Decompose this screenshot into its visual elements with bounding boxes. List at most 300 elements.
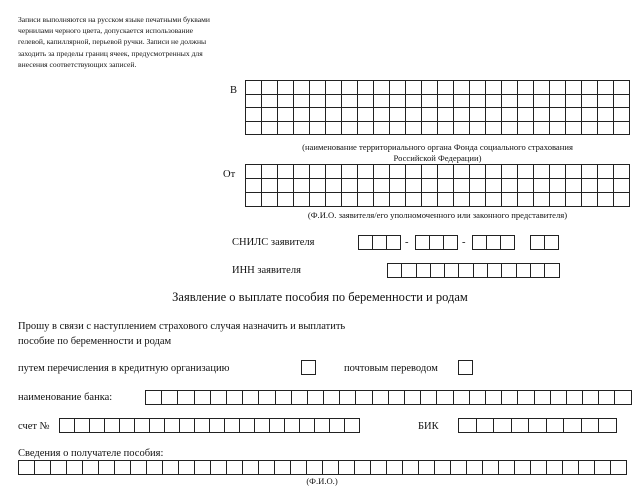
postal-checkbox[interactable] xyxy=(458,360,473,375)
credit-org-checkbox[interactable] xyxy=(301,360,316,375)
recipient-cell[interactable] xyxy=(275,461,291,475)
bank-name-cell[interactable] xyxy=(389,391,405,405)
from-applicant-cell[interactable] xyxy=(598,193,614,207)
from-applicant-cell[interactable] xyxy=(550,165,566,179)
credit-org-label: путем перечисления в кредитную организацию xyxy=(18,363,230,374)
recipient-cell[interactable] xyxy=(563,461,579,475)
to-authority-cell[interactable] xyxy=(438,95,454,109)
to-authority-cell[interactable] xyxy=(454,81,470,95)
to-authority-cell[interactable] xyxy=(614,81,630,95)
to-authority-cell[interactable] xyxy=(486,81,502,95)
to-authority-cell[interactable] xyxy=(342,95,358,109)
from-applicant-cell[interactable] xyxy=(374,193,390,207)
to-authority-cell[interactable] xyxy=(486,122,502,136)
bank-name-cell[interactable] xyxy=(373,391,389,405)
from-applicant-cell[interactable] xyxy=(262,179,278,193)
from-applicant-cell[interactable] xyxy=(550,179,566,193)
from-applicant-cell[interactable] xyxy=(326,193,342,207)
from-applicant-cell[interactable] xyxy=(294,165,310,179)
recipient-cell[interactable] xyxy=(339,461,355,475)
from-applicant-cell[interactable] xyxy=(486,165,502,179)
to-authority-cell[interactable] xyxy=(342,81,358,95)
bank-name-cell[interactable] xyxy=(567,391,583,405)
to-authority-cell[interactable] xyxy=(454,122,470,136)
bik-cell[interactable] xyxy=(512,419,530,433)
from-applicant-cell[interactable] xyxy=(438,165,454,179)
from-applicant-cell[interactable] xyxy=(502,179,518,193)
recipient-cell[interactable] xyxy=(35,461,51,475)
to-authority-cell[interactable] xyxy=(582,122,598,136)
bank-name-cell[interactable] xyxy=(421,391,437,405)
to-authority-cell[interactable] xyxy=(406,95,422,109)
to-authority-cell[interactable] xyxy=(550,122,566,136)
to-authority-cell[interactable] xyxy=(326,108,342,122)
from-applicant-cell[interactable] xyxy=(342,179,358,193)
from-applicant-cell[interactable] xyxy=(502,193,518,207)
to-authority-cell[interactable] xyxy=(598,122,614,136)
to-authority-cell[interactable] xyxy=(374,81,390,95)
from-applicant-cell[interactable] xyxy=(566,193,582,207)
account-cell[interactable] xyxy=(195,419,210,433)
from-applicant-cell[interactable] xyxy=(390,193,406,207)
to-authority-cell[interactable] xyxy=(246,95,262,109)
from-applicant-cell[interactable] xyxy=(342,193,358,207)
inn-cell[interactable] xyxy=(445,264,459,278)
to-authority-cell[interactable] xyxy=(422,108,438,122)
account-cell[interactable] xyxy=(105,419,120,433)
to-authority-cell[interactable] xyxy=(262,122,278,136)
from-applicant-cell[interactable] xyxy=(422,179,438,193)
to-authority-cell[interactable] xyxy=(294,95,310,109)
to-authority-cell[interactable] xyxy=(566,108,582,122)
to-authority-cell[interactable] xyxy=(614,122,630,136)
to-authority-cell[interactable] xyxy=(294,108,310,122)
account-cell[interactable] xyxy=(225,419,240,433)
from-applicant-cell[interactable] xyxy=(406,165,422,179)
recipient-cell[interactable] xyxy=(195,461,211,475)
snils-cell[interactable] xyxy=(416,236,430,250)
to-authority-cell[interactable] xyxy=(470,95,486,109)
recipient-cell[interactable] xyxy=(515,461,531,475)
from-applicant-cell[interactable] xyxy=(614,165,630,179)
from-applicant-cell[interactable] xyxy=(438,179,454,193)
to-authority-cell[interactable] xyxy=(246,122,262,136)
to-authority-cell[interactable] xyxy=(534,108,550,122)
to-authority-cell[interactable] xyxy=(566,122,582,136)
account-cell[interactable] xyxy=(60,419,75,433)
to-authority-cell[interactable] xyxy=(598,95,614,109)
from-applicant-cell[interactable] xyxy=(486,193,502,207)
from-applicant-cell[interactable] xyxy=(278,193,294,207)
from-applicant-cell[interactable] xyxy=(550,193,566,207)
snils-group-1 xyxy=(358,235,401,250)
from-applicant-cell[interactable] xyxy=(310,193,326,207)
to-authority-cell[interactable] xyxy=(470,108,486,122)
recipient-cell[interactable] xyxy=(595,461,611,475)
to-authority-cell[interactable] xyxy=(358,95,374,109)
account-cell[interactable] xyxy=(150,419,165,433)
bank-name-cell[interactable] xyxy=(437,391,453,405)
from-applicant-cell[interactable] xyxy=(486,179,502,193)
to-authority-cell[interactable] xyxy=(598,81,614,95)
from-applicant-cell[interactable] xyxy=(566,165,582,179)
recipient-cell[interactable] xyxy=(355,461,371,475)
to-authority-cell[interactable] xyxy=(358,108,374,122)
to-authority-cell[interactable] xyxy=(614,95,630,109)
from-applicant-cell[interactable] xyxy=(278,165,294,179)
to-authority-cell[interactable] xyxy=(502,108,518,122)
recipient-cell[interactable] xyxy=(51,461,67,475)
bik-cell[interactable] xyxy=(547,419,565,433)
to-authority-cell[interactable] xyxy=(454,108,470,122)
from-applicant-cell[interactable] xyxy=(454,179,470,193)
bik-cell[interactable] xyxy=(599,419,617,433)
to-authority-cell[interactable] xyxy=(422,95,438,109)
to-authority-cell[interactable] xyxy=(374,122,390,136)
bank-name-cell[interactable] xyxy=(276,391,292,405)
to-authority-cell[interactable] xyxy=(406,122,422,136)
bank-name-cell[interactable] xyxy=(470,391,486,405)
recipient-cell[interactable] xyxy=(19,461,35,475)
account-cell[interactable] xyxy=(270,419,285,433)
account-cell[interactable] xyxy=(135,419,150,433)
bank-name-cell[interactable] xyxy=(583,391,599,405)
to-authority-cell[interactable] xyxy=(310,81,326,95)
recipient-cell[interactable] xyxy=(611,461,627,475)
recipient-cell[interactable] xyxy=(531,461,547,475)
from-applicant-cell[interactable] xyxy=(518,165,534,179)
from-applicant-cell[interactable] xyxy=(310,179,326,193)
to-authority-cell[interactable] xyxy=(470,122,486,136)
to-authority-cell[interactable] xyxy=(246,108,262,122)
from-applicant-cell[interactable] xyxy=(502,165,518,179)
snils-dash-2: - xyxy=(462,237,466,248)
instructions-note: Записи выполняются на русском языке печатными буквами чернилами черного цвета, допускается использование гелевой, капиллярной, перьевой ручки. Записи не должны заходить за пределы границ ячеек, предусмотренных для внесения соответствующих записей. xyxy=(18,15,210,69)
account-cell[interactable] xyxy=(285,419,300,433)
to-authority-cell[interactable] xyxy=(550,95,566,109)
to-authority-cell[interactable] xyxy=(390,95,406,109)
recipient-cell[interactable] xyxy=(547,461,563,475)
to-authority-cell[interactable] xyxy=(566,81,582,95)
to-authority-cell[interactable] xyxy=(374,108,390,122)
account-cell[interactable] xyxy=(90,419,105,433)
to-authority-cell[interactable] xyxy=(518,108,534,122)
inn-label: ИНН заявителя xyxy=(232,265,301,276)
to-authority-cell[interactable] xyxy=(518,122,534,136)
to-authority-cell[interactable] xyxy=(502,95,518,109)
from-applicant-cell[interactable] xyxy=(518,179,534,193)
account-cell[interactable] xyxy=(345,419,360,433)
recipient-cell[interactable] xyxy=(227,461,243,475)
to-authority-cell[interactable] xyxy=(534,122,550,136)
account-cell[interactable] xyxy=(300,419,315,433)
recipient-cell[interactable] xyxy=(403,461,419,475)
from-applicant-cell[interactable] xyxy=(358,165,374,179)
from-applicant-cell[interactable] xyxy=(326,179,342,193)
bank-name-cell[interactable] xyxy=(502,391,518,405)
from-applicant-cell[interactable] xyxy=(358,193,374,207)
to-authority-cell[interactable] xyxy=(566,95,582,109)
to-authority-cell[interactable] xyxy=(518,81,534,95)
to-authority-cell[interactable] xyxy=(326,95,342,109)
from-applicant-cell[interactable] xyxy=(614,179,630,193)
bik-cell[interactable] xyxy=(494,419,512,433)
bank-name-cell[interactable] xyxy=(535,391,551,405)
bank-name-cell[interactable] xyxy=(340,391,356,405)
bank-name-cell[interactable] xyxy=(162,391,178,405)
recipient-cell[interactable] xyxy=(291,461,307,475)
recipient-cell[interactable] xyxy=(499,461,515,475)
to-authority-cell[interactable] xyxy=(246,81,262,95)
from-applicant-cell[interactable] xyxy=(390,165,406,179)
document-title: Заявление о выплате пособия по беременности и родам xyxy=(172,290,468,304)
bank-name-cell[interactable] xyxy=(518,391,534,405)
to-authority-cell[interactable] xyxy=(534,81,550,95)
to-authority-cell[interactable] xyxy=(358,122,374,136)
to-authority-cell[interactable] xyxy=(614,108,630,122)
from-applicant-cell[interactable] xyxy=(470,179,486,193)
from-applicant-cell[interactable] xyxy=(534,193,550,207)
snils-cell[interactable] xyxy=(501,236,515,250)
snils-cell[interactable] xyxy=(359,236,373,250)
recipient-cell[interactable] xyxy=(323,461,339,475)
inn-cell[interactable] xyxy=(488,264,502,278)
to-authority-cell[interactable] xyxy=(582,95,598,109)
to-authority-cell[interactable] xyxy=(278,95,294,109)
recipient-cell[interactable] xyxy=(451,461,467,475)
bank-name-cell[interactable] xyxy=(486,391,502,405)
to-authority-cell[interactable] xyxy=(502,81,518,95)
inn-cell[interactable] xyxy=(402,264,416,278)
inn-cell[interactable] xyxy=(474,264,488,278)
account-cell[interactable] xyxy=(180,419,195,433)
recipient-cell[interactable] xyxy=(259,461,275,475)
inn-cell[interactable] xyxy=(502,264,516,278)
snils-cell[interactable] xyxy=(387,236,401,250)
from-applicant-cell[interactable] xyxy=(406,179,422,193)
from-applicant-cell[interactable] xyxy=(566,179,582,193)
to-authority-cell[interactable] xyxy=(262,81,278,95)
recipient-cell[interactable] xyxy=(67,461,83,475)
inn-cell[interactable] xyxy=(545,264,559,278)
from-applicant-cell[interactable] xyxy=(534,165,550,179)
to-authority-cell[interactable] xyxy=(486,108,502,122)
to-authority-cell[interactable] xyxy=(422,122,438,136)
recipient-cell[interactable] xyxy=(371,461,387,475)
bik-cell[interactable] xyxy=(529,419,547,433)
recipient-cell[interactable] xyxy=(387,461,403,475)
from-applicant-cell[interactable] xyxy=(246,193,262,207)
bank-name-cell[interactable] xyxy=(599,391,615,405)
bank-name-cell[interactable] xyxy=(292,391,308,405)
recipient-cell[interactable] xyxy=(115,461,131,475)
to-authority-cell[interactable] xyxy=(518,95,534,109)
bank-name-cell[interactable] xyxy=(243,391,259,405)
to-authority-cell[interactable] xyxy=(390,108,406,122)
account-cell[interactable] xyxy=(255,419,270,433)
bik-cell[interactable] xyxy=(459,419,477,433)
to-authority-cell[interactable] xyxy=(534,95,550,109)
bank-name-cell[interactable] xyxy=(454,391,470,405)
from-applicant-cell[interactable] xyxy=(534,179,550,193)
from-applicant-cell[interactable] xyxy=(294,193,310,207)
from-applicant-cell[interactable] xyxy=(470,165,486,179)
snils-cell[interactable] xyxy=(531,236,545,250)
snils-cell[interactable] xyxy=(487,236,501,250)
from-applicant-cell[interactable] xyxy=(438,193,454,207)
bank-name-cell[interactable] xyxy=(405,391,421,405)
from-applicant-cell[interactable] xyxy=(422,193,438,207)
from-applicant-cell[interactable] xyxy=(278,179,294,193)
from-applicant-cell[interactable] xyxy=(262,193,278,207)
account-cell[interactable] xyxy=(315,419,330,433)
from-applicant-cell[interactable] xyxy=(598,179,614,193)
snils-cell[interactable] xyxy=(545,236,559,250)
bank-name-cell[interactable] xyxy=(195,391,211,405)
bank-name-cell[interactable] xyxy=(615,391,631,405)
from-applicant-cell[interactable] xyxy=(390,179,406,193)
recipient-cell[interactable] xyxy=(99,461,115,475)
from-applicant-cell[interactable] xyxy=(582,179,598,193)
recipient-cell[interactable] xyxy=(579,461,595,475)
bank-name-cell[interactable] xyxy=(211,391,227,405)
to-authority-cell[interactable] xyxy=(278,122,294,136)
account-cell[interactable] xyxy=(330,419,345,433)
to-authority-cell[interactable] xyxy=(342,122,358,136)
snils-cell[interactable] xyxy=(373,236,387,250)
to-authority-cell[interactable] xyxy=(326,122,342,136)
to-authority-cell[interactable] xyxy=(358,81,374,95)
from-applicant-cell[interactable] xyxy=(422,165,438,179)
from-applicant-cell[interactable] xyxy=(406,193,422,207)
inn-cell[interactable] xyxy=(459,264,473,278)
to-authority-cell[interactable] xyxy=(262,95,278,109)
to-authority-cell[interactable] xyxy=(502,122,518,136)
recipient-cell[interactable] xyxy=(467,461,483,475)
to-authority-cell[interactable] xyxy=(598,108,614,122)
from-applicant-cell[interactable] xyxy=(582,193,598,207)
to-authority-cell[interactable] xyxy=(326,81,342,95)
from-applicant-cell[interactable] xyxy=(246,165,262,179)
to-authority-cell[interactable] xyxy=(550,108,566,122)
inn-cell[interactable] xyxy=(431,264,445,278)
recipient-cell[interactable] xyxy=(483,461,499,475)
to-authority-cell[interactable] xyxy=(278,108,294,122)
from-applicant-cell[interactable] xyxy=(310,165,326,179)
to-authority-cell[interactable] xyxy=(390,122,406,136)
to-authority-cell[interactable] xyxy=(406,108,422,122)
inn-cell[interactable] xyxy=(531,264,545,278)
inn-cell[interactable] xyxy=(417,264,431,278)
bank-name-cell[interactable] xyxy=(178,391,194,405)
from-applicant-cell[interactable] xyxy=(374,179,390,193)
to-authority-cell[interactable] xyxy=(390,81,406,95)
bank-name-cell[interactable] xyxy=(308,391,324,405)
postal-label: почтовым переводом xyxy=(344,363,438,374)
snils-cell[interactable] xyxy=(444,236,458,250)
snils-cell[interactable] xyxy=(430,236,444,250)
recipient-cell[interactable] xyxy=(211,461,227,475)
from-applicant-cell[interactable] xyxy=(374,165,390,179)
to-authority-cell[interactable] xyxy=(438,81,454,95)
to-authority-cell[interactable] xyxy=(470,81,486,95)
to-authority-cell[interactable] xyxy=(582,81,598,95)
recipient-cell[interactable] xyxy=(307,461,323,475)
bik-cell[interactable] xyxy=(564,419,582,433)
bank-name-cell[interactable] xyxy=(356,391,372,405)
to-authority-cell[interactable] xyxy=(550,81,566,95)
account-cell[interactable] xyxy=(210,419,225,433)
from-applicant-cell[interactable] xyxy=(582,165,598,179)
from-applicant-cell[interactable] xyxy=(262,165,278,179)
from-applicant-cell[interactable] xyxy=(518,193,534,207)
bank-name-cell[interactable] xyxy=(551,391,567,405)
from-applicant-cell[interactable] xyxy=(454,165,470,179)
to-authority-cell[interactable] xyxy=(294,81,310,95)
request-line-2: пособие по беременности и родам xyxy=(18,336,172,347)
from-applicant-cell[interactable] xyxy=(358,179,374,193)
to-authority-cell[interactable] xyxy=(310,108,326,122)
recipient-cell[interactable] xyxy=(131,461,147,475)
to-authority-cell[interactable] xyxy=(374,95,390,109)
bank-name-cell[interactable] xyxy=(227,391,243,405)
to-authority-cell[interactable] xyxy=(310,95,326,109)
account-cell[interactable] xyxy=(75,419,90,433)
bank-name-cell[interactable] xyxy=(324,391,340,405)
from-applicant-cell[interactable] xyxy=(326,165,342,179)
from-applicant-cell[interactable] xyxy=(454,193,470,207)
to-authority-cell[interactable] xyxy=(406,81,422,95)
recipient-cell[interactable] xyxy=(435,461,451,475)
to-authority-cell[interactable] xyxy=(342,108,358,122)
recipient-cell[interactable] xyxy=(83,461,99,475)
to-authority-cell[interactable] xyxy=(262,108,278,122)
to-authority-cell[interactable] xyxy=(438,108,454,122)
bank-name-cell[interactable] xyxy=(259,391,275,405)
from-applicant-cell[interactable] xyxy=(294,179,310,193)
inn-cell[interactable] xyxy=(517,264,531,278)
to-authority-cell[interactable] xyxy=(278,81,294,95)
account-cell[interactable] xyxy=(120,419,135,433)
account-cell[interactable] xyxy=(240,419,255,433)
recipient-cell[interactable] xyxy=(179,461,195,475)
to-authority-cell[interactable] xyxy=(294,122,310,136)
bank-name-cell[interactable] xyxy=(146,391,162,405)
recipient-cell[interactable] xyxy=(419,461,435,475)
from-applicant-cell[interactable] xyxy=(614,193,630,207)
to-authority-cell[interactable] xyxy=(310,122,326,136)
snils-group-3 xyxy=(472,235,515,250)
to-authority-cell[interactable] xyxy=(454,95,470,109)
bik-cell[interactable] xyxy=(582,419,600,433)
recipient-cell[interactable] xyxy=(147,461,163,475)
recipient-cell[interactable] xyxy=(243,461,259,475)
to-authority-cell[interactable] xyxy=(422,81,438,95)
to-authority-cell[interactable] xyxy=(438,122,454,136)
from-applicant-cell[interactable] xyxy=(598,165,614,179)
from-applicant-cell[interactable] xyxy=(342,165,358,179)
snils-cell[interactable] xyxy=(473,236,487,250)
from-applicant-cell[interactable] xyxy=(246,179,262,193)
snils-group-2 xyxy=(415,235,458,250)
inn-cell[interactable] xyxy=(388,264,402,278)
bik-cell[interactable] xyxy=(477,419,495,433)
from-applicant-cell[interactable] xyxy=(470,193,486,207)
account-cell[interactable] xyxy=(165,419,180,433)
to-authority-cell[interactable] xyxy=(582,108,598,122)
to-authority-cell[interactable] xyxy=(486,95,502,109)
recipient-cell[interactable] xyxy=(163,461,179,475)
